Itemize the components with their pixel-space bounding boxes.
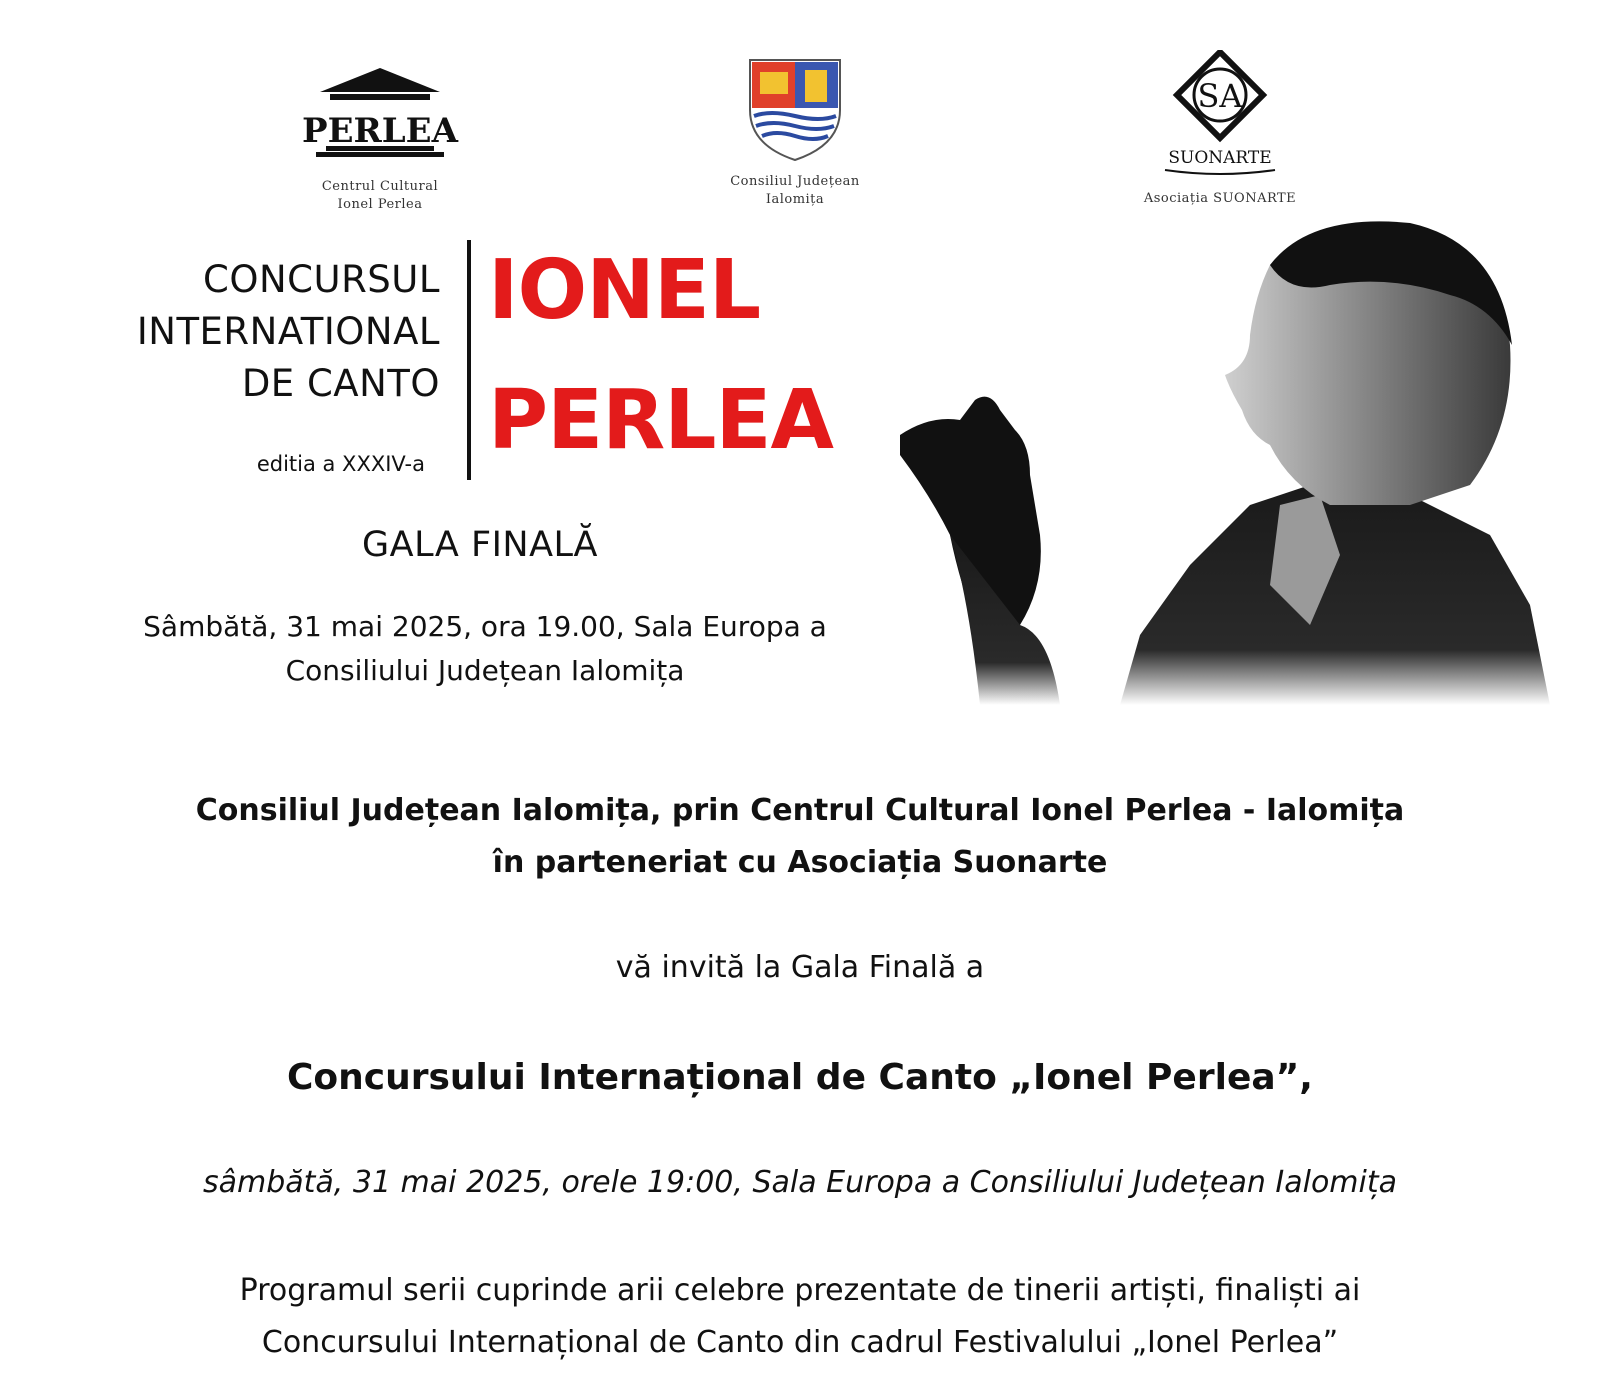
poster-date bbox=[100, 605, 870, 693]
perlea-logo bbox=[300, 50, 460, 214]
conductor-portrait bbox=[890, 205, 1550, 705]
name-line-1: IONEL bbox=[488, 243, 761, 338]
invite-text: vă invită la Gala Finală a bbox=[615, 950, 985, 985]
suonarte-word: SUONARTE bbox=[1168, 148, 1272, 168]
poster-date-line-1: Sâmbătă, 31 mai 2025, ora 19.00, Sala Europa a bbox=[143, 610, 827, 643]
organizer-line-2: în parteneriat cu Asociația Suonarte bbox=[492, 845, 1108, 880]
contest-title-line-2: INTERNATIONAL bbox=[136, 310, 440, 353]
program-line-1: Programul serii cuprinde arii celebre prezentate de tinerii artiști, finaliști ai bbox=[239, 1273, 1361, 1308]
perlea-logo-caption-2: Ionel Perlea bbox=[337, 197, 423, 212]
organizer-text bbox=[0, 785, 1600, 889]
contest-name: Concursului Internațional de Canto „Ionel Perlea”, bbox=[287, 1057, 1313, 1098]
temple-icon bbox=[300, 50, 460, 160]
organizer-line-1: Consiliul Județean Ialomița, prin Centrul Cultural Ionel Perlea - Ialomița bbox=[195, 793, 1405, 828]
event-datetime: sâmbătă, 31 mai 2025, orele 19:00, Sala Europa a Consiliului Județean Ialomița bbox=[202, 1165, 1398, 1200]
edition-label: editia a XXXIV-a bbox=[256, 452, 425, 476]
county-logo bbox=[710, 50, 880, 209]
suonarte-logo-caption: Asociația SUONARTE bbox=[1143, 191, 1297, 206]
perlea-logo-caption-1: Centrul Cultural bbox=[321, 179, 439, 194]
suonarte-logo bbox=[1135, 50, 1305, 208]
coat-of-arms-icon bbox=[710, 50, 880, 165]
county-logo-caption-2: Ialomița bbox=[765, 192, 825, 207]
program-line-2: Concursului Internațional de Canto din cadrul Festivalului „Ionel Perlea” bbox=[261, 1325, 1339, 1360]
name-line-2: PERLEA bbox=[488, 373, 833, 468]
perlea-logo-word: PERLEA bbox=[302, 111, 458, 151]
title-divider bbox=[467, 240, 471, 480]
poster-date-line-2: Consiliului Județean Ialomița bbox=[285, 654, 685, 687]
suonarte-monogram-icon bbox=[1135, 50, 1305, 180]
contest-title-line-1: CONCURSUL bbox=[203, 258, 440, 301]
county-logo-caption-1: Consiliul Județean bbox=[730, 174, 860, 189]
contest-title-line-3: DE CANTO bbox=[241, 362, 440, 405]
contest-title bbox=[100, 254, 440, 410]
program-description bbox=[0, 1265, 1600, 1369]
gala-heading: GALA FINALĂ bbox=[362, 525, 598, 565]
suonarte-monogram: SA bbox=[1197, 77, 1243, 115]
